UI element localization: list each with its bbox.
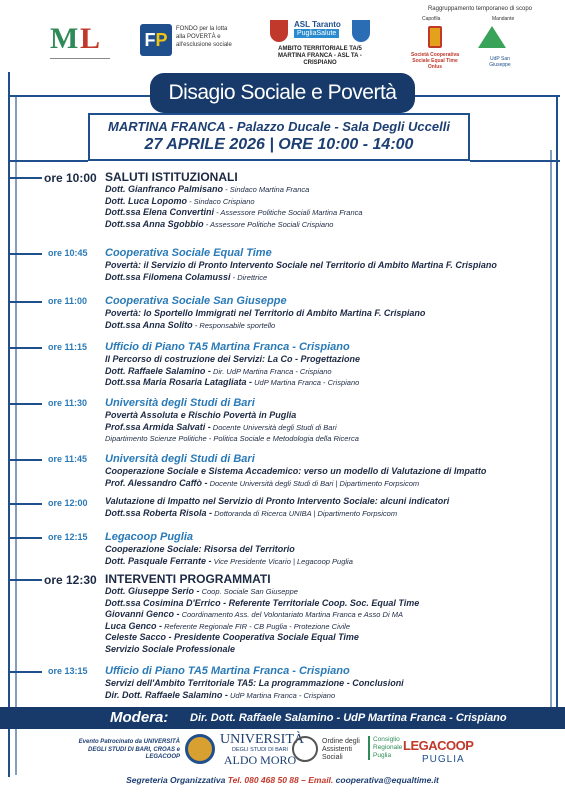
agenda-line — [105, 598, 555, 610]
agenda-line — [105, 530, 555, 544]
agenda-line — [105, 644, 555, 656]
agenda-time: ore 12:30 — [44, 573, 97, 587]
agenda-time: ore 12:00 — [48, 498, 88, 508]
agenda-line-text: Dott. Pasquale Ferrante - — [105, 555, 212, 566]
agenda-line-role: Docente Università degli Studi di Bari — [210, 422, 337, 432]
agenda-line-role: - Sindaco Crispiano — [187, 196, 255, 206]
agenda-line-text: Dott.ssa Cosimina D'Errico - Referente Territoriale Coop. Soc. Equal Time — [105, 597, 420, 608]
agenda-time: ore 11:30 — [48, 398, 88, 408]
fondo-poverta-logo: FP FONDO per la lotta alla POVERTÀ e all'esclusione sociale — [140, 24, 235, 64]
agenda-line-text: Povertà: il Servizio di Pronto Intervento Sociale nel Territorio di Ambito Martina F. Crispiano — [105, 260, 497, 270]
frame-line — [556, 95, 558, 715]
agenda-time: ore 12:15 — [48, 532, 88, 542]
agenda-marker — [8, 403, 42, 405]
moderator-bar — [0, 707, 565, 729]
agenda-line — [105, 320, 555, 332]
venue-place: MARTINA FRANCA - Palazzo Ducale - Sala Degli Uccelli — [108, 119, 450, 134]
agenda-line — [105, 308, 555, 320]
agenda-line — [105, 422, 555, 434]
agenda-content — [105, 664, 555, 701]
agenda-line — [105, 410, 555, 422]
agenda-line-text: SALUTI ISTITUZIONALI — [105, 170, 238, 184]
agenda-line-text: Prof.ssa Armida Salvati - — [105, 421, 211, 432]
agenda-line — [105, 184, 555, 196]
university-seal-icon — [185, 734, 215, 764]
footer-logos — [0, 730, 565, 778]
agenda-line-role: Coordinamento Ass. del Volontariato Martina Franca e Asso Di MA — [179, 610, 403, 619]
agenda-content — [105, 170, 555, 230]
agenda-line-text: INTERVENTI PROGRAMMATI — [105, 572, 271, 586]
agenda-line-text: Legacoop Puglia — [105, 531, 194, 543]
agenda-line — [105, 219, 555, 231]
agenda-content — [105, 496, 555, 519]
agenda-line-role: - Assessore Politiche Sociali Martina Franca — [214, 208, 363, 217]
agenda-line-role: Dottoranda di Ricerca UNIBA | Dipartimento Forpsicom — [212, 508, 398, 518]
agenda-line — [105, 508, 555, 520]
agenda-line-role: Docente Università degli Studi di Bari | Dipartimento Forpsicom — [207, 478, 420, 488]
agenda-line-text: Cooperazione Sociale e Sistema Accademico: verso un modello di Valutazione di Impatto — [105, 466, 487, 476]
agenda-line-text: Dott.ssa Anna Solito — [105, 319, 193, 330]
agenda-line-text: Dott. Raffaele Salamino - — [105, 365, 211, 376]
agenda-line — [105, 377, 555, 389]
agenda-content — [105, 572, 555, 655]
agenda-line-text: Giovanni Genco - — [105, 609, 180, 619]
capofila-label: Capofila — [422, 16, 441, 22]
agenda-line-text: Povertà: lo Sportello Immigrati nel Territorio di Ambito Martina F. Crispiano — [105, 308, 426, 318]
agenda-line-role: Referente Regionale FIR - CB Puglia - Protezione Civile — [162, 621, 351, 631]
agenda-time: ore 11:45 — [48, 454, 88, 464]
agenda-marker — [8, 301, 42, 303]
agenda-content — [105, 396, 555, 445]
oas-logo-icon — [292, 736, 318, 762]
agenda-line — [105, 246, 555, 260]
agenda-line — [105, 556, 555, 568]
agenda-line — [105, 452, 555, 466]
page-title: Disagio Sociale e Povertà — [150, 73, 415, 113]
university-subname: DEGLI STUDI DI BARI — [232, 747, 288, 753]
agenda-marker — [8, 579, 42, 581]
agenda-line-text: Dott.ssa Elena Convertini — [105, 207, 215, 217]
agenda-line — [105, 478, 555, 490]
agenda-line — [105, 544, 555, 556]
moderator-label: Modera: — [110, 709, 169, 726]
agenda-marker — [8, 253, 42, 255]
agenda-line — [105, 170, 555, 184]
agenda-line — [105, 366, 555, 378]
agenda-line-text: Luca Genco - — [105, 620, 163, 631]
agenda-line — [105, 678, 555, 690]
agenda-line — [105, 354, 555, 366]
asl-label: ASL Taranto — [294, 20, 341, 29]
agenda-line — [105, 466, 555, 478]
agenda-content — [105, 530, 555, 567]
agenda-content — [105, 340, 555, 389]
mandante-name: UdP San Giuseppe — [489, 56, 511, 68]
phone-number: Tel. 080 468 50 88 — [227, 775, 299, 785]
agenda-line — [105, 609, 555, 621]
agenda-line-text: Università degli Studi di Bari — [105, 453, 255, 465]
agenda-line — [105, 272, 555, 284]
patrocinio-text: Evento Patrocinato da UNIVERSITÀ DEGLI STUDI DI BARI, CROAS e LEGACOOP — [78, 739, 180, 760]
san-giuseppe-house-icon — [478, 26, 506, 48]
oas-label: Ordine degli Assistenti Sociali — [322, 738, 360, 761]
fondo-poverta-text: FONDO per la lotta alla POVERTÀ e all'esclusione sociale — [176, 26, 232, 48]
agenda-line-role: UdP Martina Franca - Crispiano — [252, 378, 360, 387]
agenda-line-text: Dott.ssa Maria Rosaria Latagliata - — [105, 377, 253, 387]
agenda-line-text: Servizi dell'Ambito Territoriale TA5: La programmazione - Conclusioni — [105, 678, 404, 688]
agenda-line-text: Università degli Studi di Bari — [105, 397, 255, 409]
agenda-line — [105, 294, 555, 308]
university-logo — [220, 732, 304, 767]
email-label: Email. — [308, 775, 334, 785]
capofila-name: Società Cooperativa Sociale Equal Time Onlus — [410, 52, 460, 70]
agenda-line-text: Celeste Sacco - Presidente Cooperativa Sociale Equal Time — [105, 632, 359, 642]
agenda-line-role: Dir. UdP Martina Franca - Crispiano — [210, 366, 332, 376]
puglia-salute-label: PugliaSalute — [294, 29, 339, 38]
agenda-line-text: Cooperativa Sociale Equal Time — [105, 247, 272, 259]
agenda-line — [105, 396, 555, 410]
agenda-line — [105, 621, 555, 633]
agenda-content — [105, 452, 555, 489]
agenda-line-text: Dott. Giuseppe Serio - — [105, 586, 200, 596]
agenda-line-text: Dott.ssa Anna Sgobbio — [105, 218, 204, 229]
university-name: UNIVERSITÀ — [220, 732, 304, 747]
university-aldo-moro: ALDO MORO — [223, 753, 297, 767]
agenda-marker — [8, 503, 42, 505]
agenda-line-text: Dott.ssa Filomena Colamussi — [105, 271, 231, 282]
agenda-line — [105, 690, 555, 702]
agenda-line-role: UdP Martina Franca - Crispiano — [227, 690, 336, 700]
agenda-line-text: Il Percorso di costruzione dei Servizi: La Co - Progettazione — [105, 354, 361, 364]
mandante-label: Mandante — [492, 16, 515, 22]
agenda-line-text: Dott.ssa Roberta Risola - — [105, 507, 213, 518]
event-date: 27 APRILE 2026 | ORE 10:00 - 14:00 — [144, 136, 414, 153]
agenda-line-text: Dir. Dott. Raffaele Salamino - — [105, 689, 228, 700]
ministry-logo: M L — [50, 22, 108, 64]
frame-line — [8, 95, 168, 97]
asl-ambito-logo — [270, 20, 370, 68]
segreteria-label: Segreteria Organizzativa — [126, 775, 226, 785]
agenda-time: ore 10:00 — [44, 171, 97, 185]
agenda-line — [105, 207, 555, 219]
agenda-line — [105, 572, 555, 586]
raggruppamento-label: Raggruppamento temporaneo di scopo — [427, 6, 533, 12]
agenda-line-text: Servizio Sociale Professionale — [105, 643, 236, 654]
ambito-label: AMBITO TERRITORIALE TA/5 MARTINA FRANCA - ASL TA - CRISPIANO — [278, 46, 362, 66]
legacoop-logo: LEGACOOP — [403, 738, 474, 753]
agenda-content — [105, 246, 555, 283]
agenda-line — [105, 196, 555, 208]
agenda-line-text: Dott. Luca Lopomo — [105, 195, 187, 206]
agenda-line — [105, 340, 555, 354]
agenda-line-text: Dott. Gianfranco Palmisano — [105, 184, 224, 194]
agenda-line — [105, 586, 555, 598]
agenda-marker — [8, 459, 42, 461]
moderator-name: Dir. Dott. Raffaele Salamino - UdP Martina Franca - Crispiano — [190, 712, 507, 724]
agenda-time: ore 11:00 — [48, 296, 88, 306]
agenda-marker — [8, 537, 42, 539]
agenda-line-text: Ufficio di Piano TA5 Martina Franca - Crispiano — [105, 341, 350, 353]
agenda-time: ore 13:15 — [48, 666, 88, 676]
agenda-line-text: Ufficio di Piano TA5 Martina Franca - Crispiano — [105, 665, 350, 677]
consiglio-regionale-label: Consiglio Regionale Puglia — [368, 736, 400, 760]
agenda-line — [105, 664, 555, 678]
agenda-line-text: Prof. Alessandro Caffò - — [105, 477, 208, 488]
crest-icon — [270, 20, 288, 42]
agenda-line-role: Coop. Sociale San Giuseppe — [199, 587, 298, 596]
agenda-line-role: - Sindaco Martina Franca — [223, 185, 310, 194]
agenda-line-text: Valutazione di Impatto nel Servizio di Pronto Intervento Sociale: alcuni indicatori — [105, 496, 450, 506]
venue-box — [88, 113, 470, 161]
crest-icon — [352, 20, 370, 42]
agenda-marker — [8, 177, 42, 179]
agenda-line — [105, 496, 555, 508]
frame-line — [15, 95, 17, 775]
agenda-time: ore 10:45 — [48, 248, 88, 258]
agenda-marker — [8, 347, 42, 349]
email-link[interactable]: cooperativa@equaltime.it — [335, 775, 439, 785]
agenda-marker — [8, 671, 42, 673]
agenda-line-role: - Responsabile sportello — [192, 320, 276, 330]
agenda-content — [105, 294, 555, 331]
contacts-line: Segreteria Organizzativa Tel. 080 468 50 88 – Email. cooperativa@equaltime.it — [126, 775, 439, 785]
agenda-line — [105, 632, 555, 644]
agenda-line-role: - Assessore Politiche Sociali Crispiano — [203, 219, 334, 229]
frame-line — [8, 160, 88, 162]
agenda-line-text: Cooperazione Sociale: Risorsa del Territorio — [105, 544, 295, 554]
raggruppamento-logos — [400, 6, 560, 68]
frame-line — [470, 160, 560, 162]
agenda-time: ore 11:15 — [48, 342, 88, 352]
agenda-line-text: Povertà Assoluta e Rischio Povertà in Puglia — [105, 410, 297, 420]
equal-time-logo-icon — [428, 26, 442, 48]
header-logos — [0, 0, 565, 72]
legacoop-puglia-label: PUGLIA — [422, 754, 465, 765]
agenda-line-role: Dipartimento Scienze Politiche - Politica Sociale e Metodologia della Ricerca — [105, 434, 359, 443]
agenda-line-text: Cooperativa Sociale San Giuseppe — [105, 295, 287, 307]
agenda-line — [105, 433, 555, 445]
agenda-line-role: Vice Presidente Vicario | Legacoop Puglia — [211, 556, 353, 566]
agenda-line — [105, 260, 555, 272]
agenda-line-role: - Direttrice — [230, 272, 268, 282]
